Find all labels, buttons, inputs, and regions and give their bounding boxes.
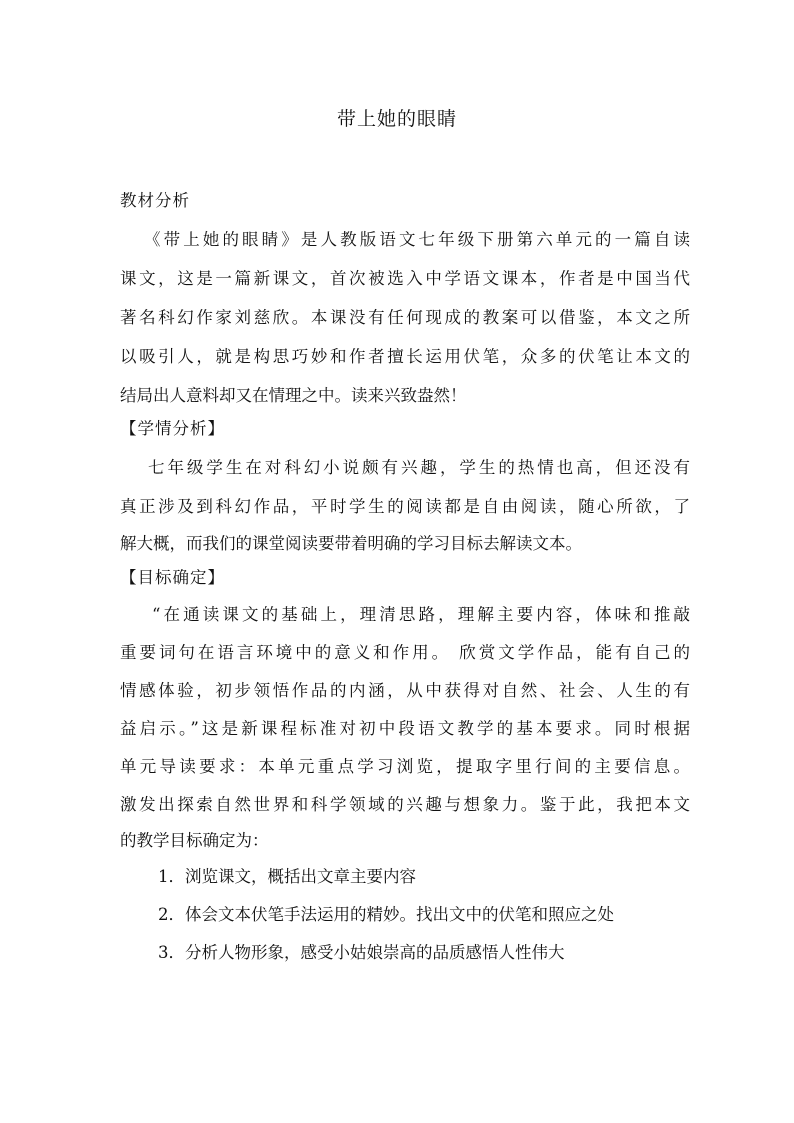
paragraph-line: 的教学目标确定为： [120,831,269,850]
paragraph-line: 益启示。”这是新课程标准对初中段语文教学的基本要求。同时根据 [120,719,690,738]
document-title: 带上她的眼睛 [336,108,457,130]
section-heading-learning-analysis: 【学情分析】 [120,419,225,438]
goal-item: 2．体会文本伏笔手法运用的精妙。找出文中的伏笔和照应之处 [158,905,614,924]
paragraph-line: 课文，这是一篇新课文，首次被选入中学语文课本，作者是中国当代 [120,269,690,288]
paragraph-line: 七年级学生在对科幻小说颇有兴趣，学生的热情也高，但还没有 [148,458,690,477]
paragraph-line: 以吸引人，就是构思巧妙和作者擅长运用伏笔，众多的伏笔让本文的 [120,347,690,366]
section-heading-teaching-material: 教材分析 [120,191,190,210]
goal-item: 1．浏览课文，概括出文章主要内容 [158,867,416,886]
goal-item: 3．分析人物形象，感受小姑娘崇高的品质感悟人性伟大 [158,943,565,962]
paragraph-line: 结局出人意料却又在情理之中。读来兴致盎然！ [120,386,467,405]
paragraph-line: 重要词句在语言环境中的意义和作用。 欣赏文学作品，能有自己的 [120,643,690,662]
paragraph-line: “在通读课文的基础上，理清思路，理解主要内容，体味和推敲 [152,605,690,624]
paragraph-line: 情感体验，初步领悟作品的内涵，从中获得对自然、社会、人生的有 [120,681,690,700]
paragraph-line: 《带上她的眼睛》是人教版语文七年级下册第六单元的一篇自读 [144,230,690,249]
paragraph-line: 解大概，而我们的课堂阅读要带着明确的学习目标去解读文本。 [120,534,582,553]
section-heading-goal-setting: 【目标确定】 [120,568,225,587]
paragraph-line: 真正涉及到科幻作品，平时学生的阅读都是自由阅读，随心所欲，了 [120,497,690,516]
paragraph-line: 著名科幻作家刘慈欣。本课没有任何现成的教案可以借鉴，本文之所 [120,308,690,327]
paragraph-line: 单元导读要求：本单元重点学习浏览，提取字里行间的主要信息。 [120,757,690,776]
paragraph-line: 激发出探索自然世界和科学领域的兴趣与想象力。鉴于此，我把本文 [120,795,690,814]
